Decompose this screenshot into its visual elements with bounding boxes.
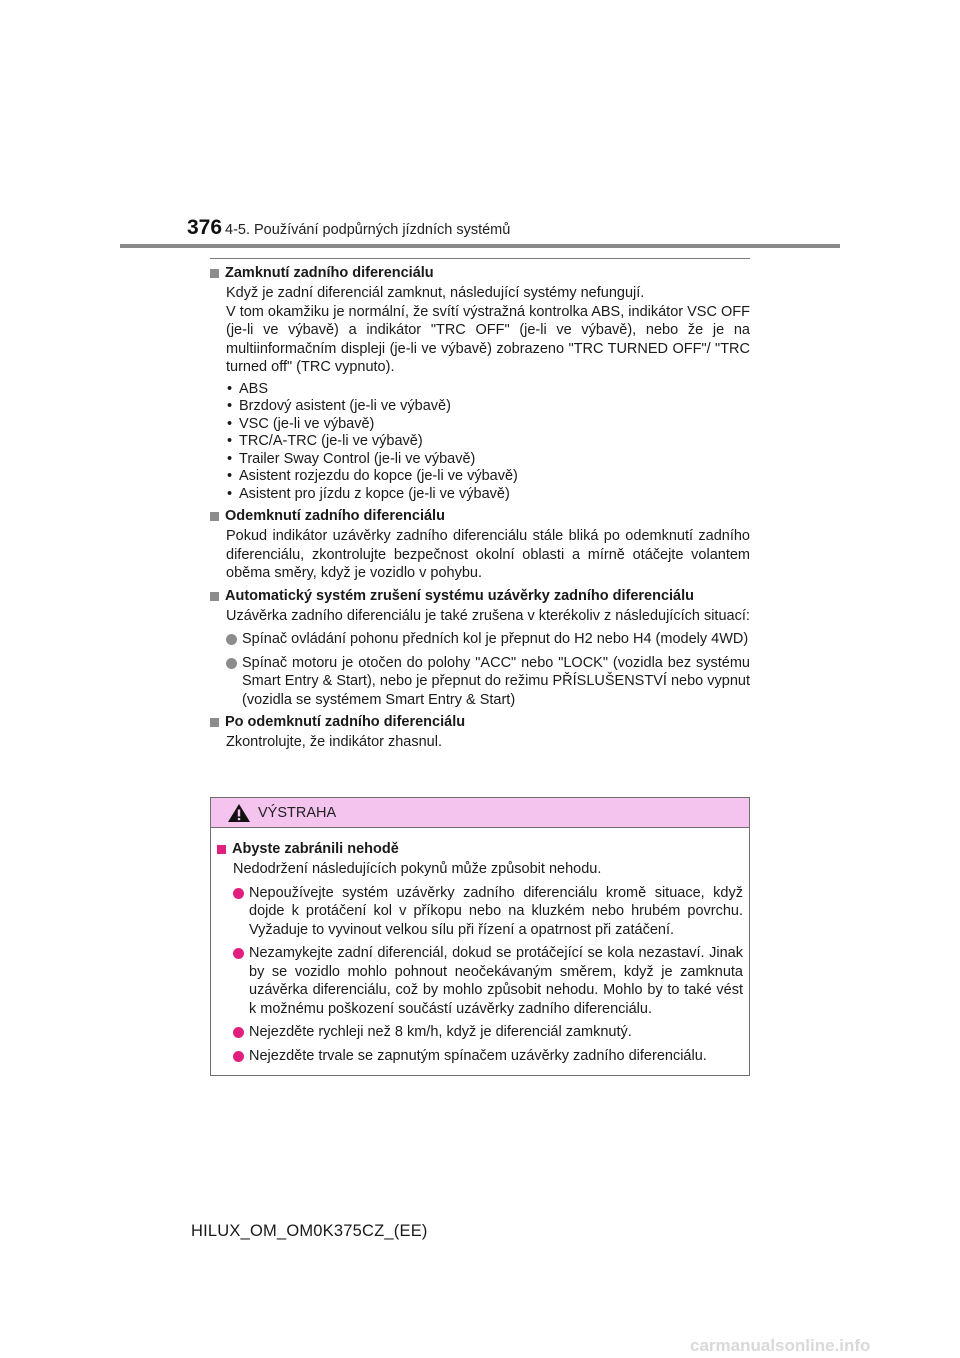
chapter-title: 4-5. Používání podpůrných jízdních systémů [225, 222, 511, 238]
section-title: Automatický systém zrušení systému uzávěrky zadního diferenciálu [210, 587, 750, 606]
watermark: carmanualsonline.info [690, 1336, 871, 1355]
page-header [120, 210, 840, 248]
warning-box [210, 797, 750, 1076]
warning-title: Abyste zabránili nehodě [217, 840, 743, 859]
square-bullet-icon [210, 718, 219, 727]
condition-item: Spínač ovládání pohonu předních kol je přepnut do H2 nebo H4 (modely 4WD) [226, 630, 750, 649]
square-bullet-icon [210, 269, 219, 278]
list-item: • Asistent pro jízdu z kopce (je-li ve výbavě) [226, 486, 750, 504]
section-text: Když je zadní diferenciál zamknut, následující systémy nefungují. V tom okamžiku je normální, že svítí výstražná kontrolka ABS, indikátor VSC OFF (je-li ve výbavě) a indikátor "TRC OFF" (je-li ve výbavě), nebo že je na multiinformačním displeji (je-li ve výbavě) zobrazeno "TRC TURNED OFF"/ "TRC turned off" (TRC vypnuto). [226, 285, 750, 375]
list-item: • Trailer Sway Control (je-li ve výbavě) [226, 451, 750, 469]
list-item: • TRC/A-TRC (je-li ve výbavě) [226, 433, 750, 451]
circle-bullet-icon [233, 1027, 244, 1038]
page-number: 376 [187, 216, 223, 239]
section-title: Zamknutí zadního diferenciálu [210, 264, 750, 283]
warning-label: VÝSTRAHA [258, 805, 337, 821]
warning-intro: Nedodržení následujících pokynů může způsobit nehodu. [233, 861, 602, 877]
circle-bullet-icon [233, 1051, 244, 1062]
list-item: • Asistent rozjezdu do kopce (je-li ve výbavě) [226, 468, 750, 486]
disabled-systems-list [226, 381, 750, 504]
top-rule [210, 258, 750, 259]
warning-item: Nepoužívejte systém uzávěrky zadního diferenciálu kromě situace, když dojde k protáčení kol v příkopu nebo na kluzkém nebo hrubém povrchu. Vyžaduje to vyvinout velkou sílu při řízení a opatrnost při zatáčení. [233, 884, 743, 940]
list-item: • VSC (je-li ve výbavě) [226, 416, 750, 434]
main-content [210, 258, 750, 756]
section-text: Pokud indikátor uzávěrky zadního diferenciálu stále bliká po odemknutí zadního diferenciálu, zkontrolujte bezpečnost okolní oblasti a mírně otáčejte volantem oběma směry, když je vozidlo v pohybu. [226, 528, 750, 581]
warning-item: Nejezděte trvale se zapnutým spínačem uzávěrky zadního diferenciálu. [233, 1047, 743, 1066]
section-title: Po odemknutí zadního diferenciálu [210, 713, 750, 732]
square-bullet-icon [210, 592, 219, 601]
circle-bullet-icon [226, 634, 237, 645]
square-bullet-icon [210, 512, 219, 521]
manual-code: HILUX_OM_OM0K375CZ_(EE) [191, 1222, 428, 1240]
warning-item: Nezamykejte zadní diferenciál, dokud se protáčející se kola nezastaví. Jinak by se vozidlo mohlo pohnout neočekávaným směrem, když je zamknuta uzávěrka diferenciálu, což by mohlo způsobit nehodu. Mohlo by to také vést k možnému poškození součástí uzávěrky zadního diferenciálu. [233, 944, 743, 1018]
section-title: Odemknutí zadního diferenciálu [210, 507, 750, 526]
list-item: • ABS [226, 381, 750, 399]
header-rule [120, 244, 840, 248]
section-text: Zkontrolujte, že indikátor zhasnul. [226, 734, 442, 750]
square-bullet-icon [217, 845, 226, 854]
section-text: Uzávěrka zadního diferenciálu je také zrušena v kterékoliv z následujících situací: [226, 607, 750, 624]
circle-bullet-icon [226, 658, 237, 669]
section-rear-diff-unlock [210, 507, 750, 583]
section-auto-cancel [210, 587, 750, 710]
section-rear-diff-lock [210, 264, 750, 503]
circle-bullet-icon [233, 948, 244, 959]
section-after-unlock [210, 713, 750, 752]
circle-bullet-icon [233, 888, 244, 899]
warning-triangle-icon [227, 803, 251, 823]
list-item: • Brzdový asistent (je-li ve výbavě) [226, 398, 750, 416]
warning-header [211, 798, 749, 828]
condition-item: Spínač motoru je otočen do polohy "ACC" nebo "LOCK" (vozidla bez systému Smart Entry & Start), nebo je přepnut do režimu PŘÍSLUŠENSTVÍ nebo vypnut (vozidla se systémem Smart Entry & Start) [226, 654, 750, 710]
warning-body [211, 828, 749, 1065]
warning-item: Nejezděte rychleji než 8 km/h, když je diferenciál zamknutý. [233, 1023, 743, 1042]
